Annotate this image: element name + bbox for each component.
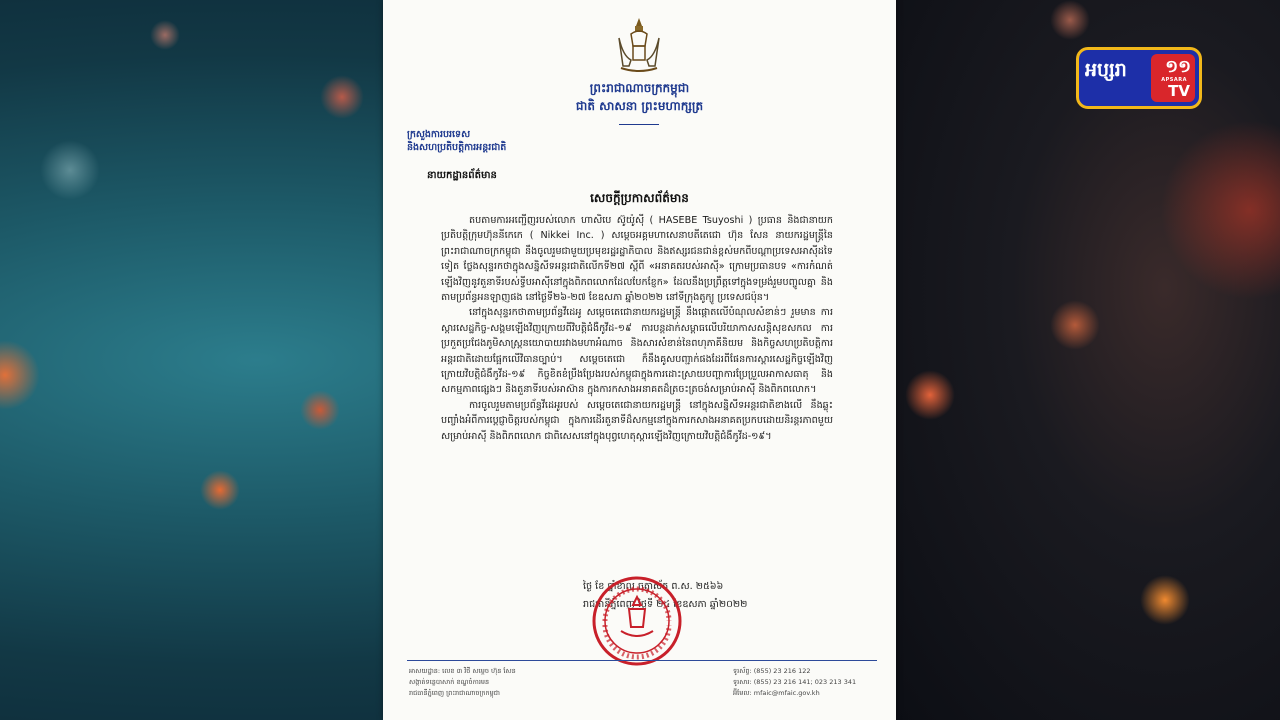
logo-channel-number: ១១ [1165,57,1191,77]
paragraph: ការចូលរួមតាមប្រព័ន្ធវីដេអូរបស់ សម្តេចតេជោនាយករដ្ឋមន្ត្រី នៅក្នុងសន្និសីទអន្តរជាតិខាងលើ នឹងឆ្លុះបញ្ចាំងអំពីការប្តេជ្ញាចិត្តរបស់កម្ពុជា ក្នុងការដើរតួនាទីដ៏សកម្មនៅក្នុងការកសាងអនាគតប្រកបដោយនិរន្តរភាពមួយសម្រាប់អាស៊ី និងពិភពលោក ជាពិសេសនៅក្នុងបុព្វហេតុស្តារឡើងវិញក្រោយវិបត្តិជំងឺកូវីដ-១៩។ [441,399,833,442]
department-name: នាយកដ្ឋានព័ត៌មាន [427,170,497,181]
bokeh-light [1140,575,1190,625]
bokeh-light [40,140,100,200]
bokeh-light [200,470,240,510]
date-solar: រាជធានីភ្នំពេញ ថ្ងៃទី ២៤ ខែឧសភា ឆ្នាំ២០២២ [583,599,748,610]
kingdom-line-2: ជាតិ សាសនា ព្រះមហាក្សត្រ [575,99,704,113]
footer-address-line: អាសយដ្ឋាន: លេខ ៣ វិថី សម្តេច ហ៊ុន សែន [409,667,516,675]
logo-tv-text: TV [1168,82,1190,100]
bokeh-light [0,340,40,410]
date-lunar: ថ្ងៃ ខែ ឆ្នាំខាល ចត្វាស័ក ព.ស. ២៥៦៦ [583,581,724,592]
footer-address-line: សង្កាត់ទន្លេបាសាក់ ខណ្ឌចំការមន [409,678,490,686]
apsara-tv-logo [1076,47,1202,109]
footer-address [409,666,516,699]
press-release-page [383,0,896,720]
official-seal-stamp [591,575,683,667]
bokeh-light [320,75,364,119]
logo-khmer-text: អប្សរា [1085,59,1127,81]
divider-ornament [619,124,659,125]
logo-small-text: APSARA [1161,77,1187,83]
bokeh-light [150,20,180,50]
bokeh-light [300,390,340,430]
footer-fax: ទូរសារ: (855) 23 216 141; 023 213 341 [733,678,857,686]
paragraph: តបតាមការអញ្ជើញរបស់លោក ហាសិបេ ស៊ូយ៉ូស៊ី ( HASEBE Tsuyoshi ) ប្រធាន និងជានាយកប្រតិបត្តិក្រុមហ៊ុននីកេកេ ( Nikkei Inc. ) សម្តេចអគ្គមហាសេនាបតីតេជោ ហ៊ុន សែន នាយករដ្ឋមន្ត្រីនៃព្រះរាជាណាចក្រកម្ពុជា នឹងចូលរួមជាមួយប្រមុខរដ្ឋរដ្ឋាភិបាល និងឥស្សរជនជាន់ខ្ពស់មកពីបណ្តាប្រទេសអាស៊ីដទៃទៀត ថ្លែងសុន្ទរកថាក្នុងសន្និសីទអន្តរជាតិលើកទី២៧ ស្តីពី «អនាគតរបស់អាស៊ី» ក្រោមប្រធានបទ «ការកំណត់ឡើងវិញនូវតួនាទីរបស់ទ្វីបអាស៊ីនៅក្នុងពិភពលោកដែលបែកខ្ញែក» ដែលនឹងប្រព្រឹត្តទៅក្នុងទម្រង់រួមបញ្ចូលគ្នា និងតាមប្រព័ន្ធអនឡាញផង នៅថ្ងៃទី២៦-២៧ ខែឧសភា ឆ្នាំ២០២២ នៅទីក្រុងតូក្យូ ប្រទេសជប៉ុន។ [441,215,833,304]
footer-address-line: រាជធានីភ្នំពេញ ព្រះរាជាណាចក្រកម្ពុជា [409,689,500,697]
ministry-name-line-1: ក្រសួងការបរទេស [407,129,471,140]
footer-email: អ៊ីមែល: mfaic@mfaic.gov.kh [733,689,820,697]
footer-divider [407,660,877,661]
bokeh-light [905,370,955,420]
bokeh-light [1050,300,1100,350]
bokeh-light [1050,0,1090,40]
document-title: សេចក្តីប្រកាសព័ត៌មាន [590,191,689,205]
footer-phone: ទូរស័ព្ទ: (855) 23 216 122 [733,667,811,675]
royal-emblem-icon [609,16,669,76]
body-text [441,213,833,444]
footer-contact [733,666,856,699]
kingdom-line-1: ព្រះរាជាណាចក្រកម្ពុជា [589,81,690,95]
paragraph: នៅក្នុងសុន្ទរកថាតាមប្រព័ន្ធវីដេអូ សម្តេចតេជោនាយករដ្ឋមន្ត្រី នឹងផ្តោតលើបំណុលសំខាន់ៗ រួមមាន ការស្តារសេដ្ឋកិច្ច-សង្គមឡើងវិញក្រោយពីវិបត្តិជំងឺកូវីដ-១៩ ការបន្តដាក់សម្ពាធលើបរិយាកាសសន្តិសុខសកល ការប្រកួតប្រជែងភូមិសាស្ត្រនយោបាយរវាងមហាអំណាច និងសារសំខាន់នៃពហុភាគីនិយម និងកិច្ចសហប្រតិបត្តិការអន្តរជាតិដោយផ្អែកលើវិធានច្បាប់។ សម្តេចតេជោ ក៏នឹងគូសបញ្ជាក់ផងដែរពីផែនការស្តារសេដ្ឋកិច្ចឡើងវិញក្រោយវិបត្តិជំងឺកូវីដ-១៩ កិច្ចខិតខំប្រឹងប្រែងរបស់កម្ពុជាក្នុងការដោះស្រាយបញ្ហាការប្រែប្រួលអាកាសធាតុ និងសកម្មភាពផ្សេងៗ និងតួនាទីរបស់អាស៊ាន ក្នុងការកសាងអនាគតដ៏ត្រចះត្រចង់សម្រាប់អាស៊ី និងពិភពលោក។ [441,307,833,396]
ministry-name-line-2: និងសហប្រតិបត្តិការអន្តរជាតិ [407,142,507,153]
